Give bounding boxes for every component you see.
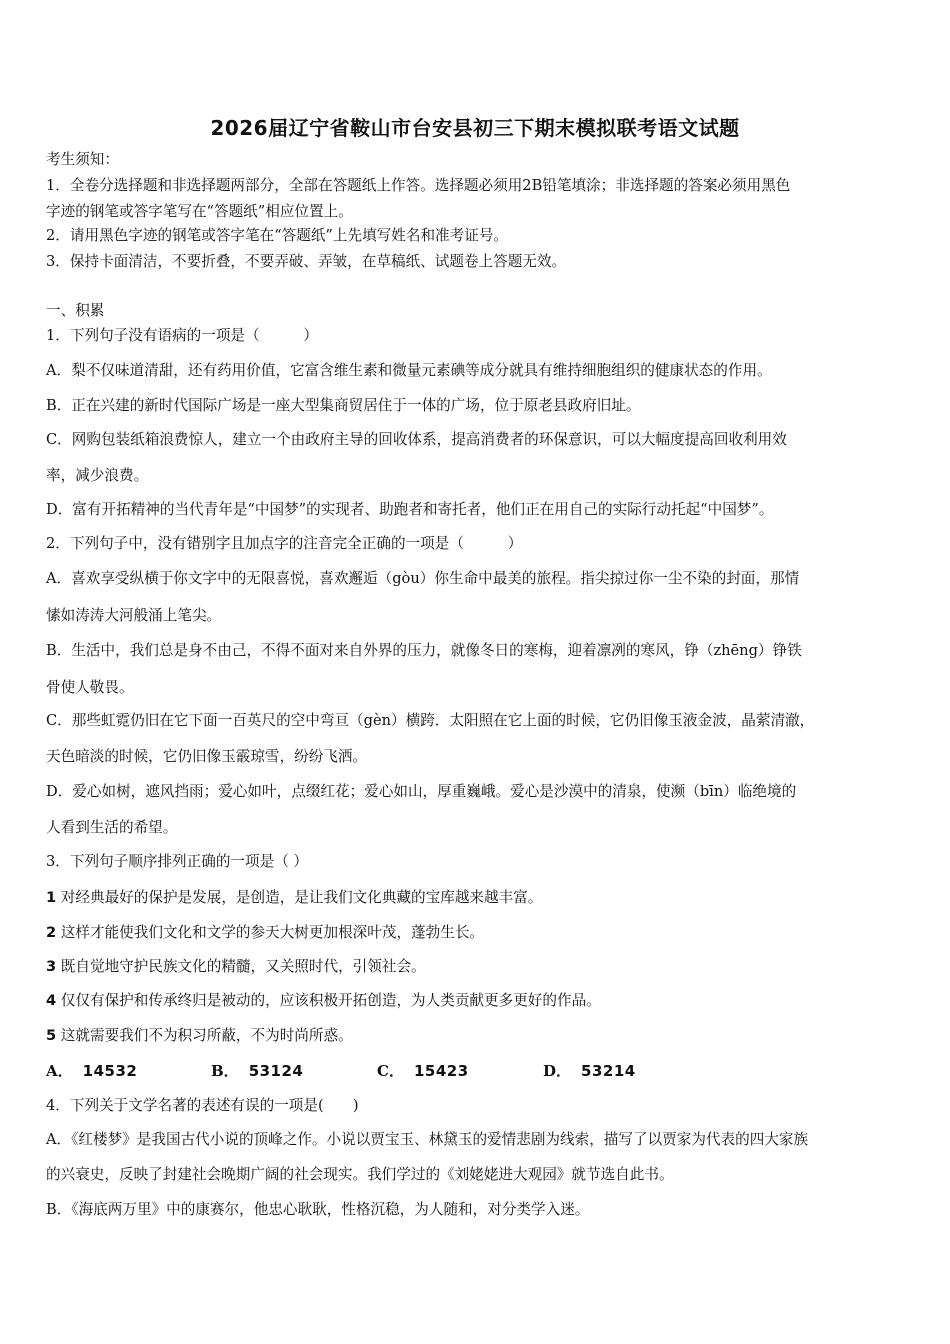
question-4-stem: 4．下列关于文学名著的表述有误的一项是( ): [46, 1097, 359, 1114]
question-1-option-a: A．梨不仅味道清甜，还有药用价值，它富含维生素和微量元素碘等成分就具有维持细胞组织的健康状态的作用。: [46, 362, 772, 379]
question-2-option-d: D．爱心如树，遮风挡雨；爱心如叶，点缀红花；爱心如山，厚重巍峨。爱心是沙漠中的清泉，使濒（bīn）临绝境的: [46, 783, 797, 800]
notice-line: 字迹的钢笔或答字笔写在“答题纸”相应位置上。: [46, 203, 353, 220]
question-3-stem: 3．下列句子顺序排列正确的一项是（ ）: [46, 853, 309, 870]
question-1-option-b: B．正在兴建的新时代国际广场是一座大型集商贸居住于一体的广场，位于原老县政府旧址。: [46, 397, 641, 414]
notice-line: 2．请用黑色字迹的钢笔或答字笔在“答题纸”上先填写姓名和准考证号。: [46, 227, 509, 244]
notice-heading: 考生须知：: [46, 151, 119, 168]
question-2-option-b-cont: 骨使人敬畏。: [46, 679, 134, 696]
question-2-option-c-cont: 天色暗淡的时候，它仍旧像玉霰琼雪，纷纷飞洒。: [46, 748, 368, 765]
question-2-option-d-cont: 人看到生活的希望。: [46, 819, 178, 836]
notice-line: 1．全卷分选择题和非选择题两部分，全部在答题纸上作答。选择题必须用2B铅笔填涂；非选择题的答案必须用黑色: [46, 177, 791, 194]
answer-option-b: B． 53124: [211, 1062, 304, 1080]
question-1-option-d: D．富有开拓精神的当代青年是“中国梦”的实现者、助跑者和寄托者，他们正在用自己的实际行动托起“中国梦”。: [46, 501, 774, 518]
question-1-option-c: C．网购包装纸箱浪费惊人，建立一个由政府主导的回收体系，提高消费者的环保意识，可以大幅度提高回收利用效: [46, 431, 787, 448]
question-4-option-b: B．《海底两万里》中的康赛尔，他忠心耿耿，性格沉稳，为人随和，对分类学入迷。: [46, 1201, 590, 1218]
sentence-item: 4 仅仅有保护和传承终归是被动的，应该积极开拓创造，为人类贡献更多更好的作品。: [46, 992, 601, 1009]
question-2-option-c: C．那些虹霓仍旧在它下面一百英尺的空中弯亘（gèn）横跨．太阳照在它上面的时候，它仍旧像玉液金波，晶萦清澈，: [46, 712, 815, 729]
question-4-option-a-cont: 的兴衰史，反映了封建社会晚期广阔的社会现实。我们学过的《刘姥姥进大观园》就节选自此书。: [46, 1166, 674, 1183]
question-2-stem: 2．下列句子中，没有错别字且加点字的注音完全正确的一项是（ ）: [46, 535, 523, 552]
answer-option-c: C． 15423: [377, 1062, 469, 1080]
sentence-item: 5 这就需要我们不为积习所蔽，不为时尚所惑。: [46, 1027, 353, 1044]
answer-option-a: A． 14532: [46, 1062, 138, 1080]
sentence-item: 2 这样才能使我们文化和文学的参天大树更加根深叶茂，蓬勃生长。: [46, 924, 485, 941]
question-1-stem: 1．下列句子没有语病的一项是（ ）: [46, 327, 318, 344]
notice-line: 3．保持卡面清洁，不要折叠，不要弄破、弄皱，在草稿纸、试题卷上答题无效。: [46, 253, 567, 270]
sentence-item: 3 既自觉地守护民族文化的精髓，又关照时代，引领社会。: [46, 958, 426, 975]
page-title: 2026届辽宁省鞍山市台安县初三下期末模拟联考语文试题: [210, 116, 740, 140]
question-4-option-a: A．《红楼梦》是我国古代小说的顶峰之作。小说以贾宝玉、林黛玉的爱情悲剧为线索，描写了以贾家为代表的四大家族: [46, 1131, 809, 1148]
question-2-option-b: B．生活中，我们总是身不由己，不得不面对来自外界的压力，就像冬日的寒梅，迎着凛冽的寒风，铮（zhēng）铮铁: [46, 642, 802, 659]
section-heading: 一、积累: [46, 302, 105, 319]
question-2-option-a-cont: 愫如涛涛大河般涌上笔尖。: [46, 607, 222, 624]
sentence-item: 1 对经典最好的保护是发展，是创造，是让我们文化典藏的宝库越来越丰富。: [46, 889, 543, 906]
answer-option-d: D． 53214: [543, 1062, 636, 1080]
question-2-option-a: A．喜欢享受纵横于你文字中的无限喜悦，喜欢邂逅（gòu）你生命中最美的旅程。指尖掠过你一尘不染的封面，那情: [46, 570, 800, 587]
question-1-option-c-cont: 率，减少浪费。: [46, 467, 149, 484]
